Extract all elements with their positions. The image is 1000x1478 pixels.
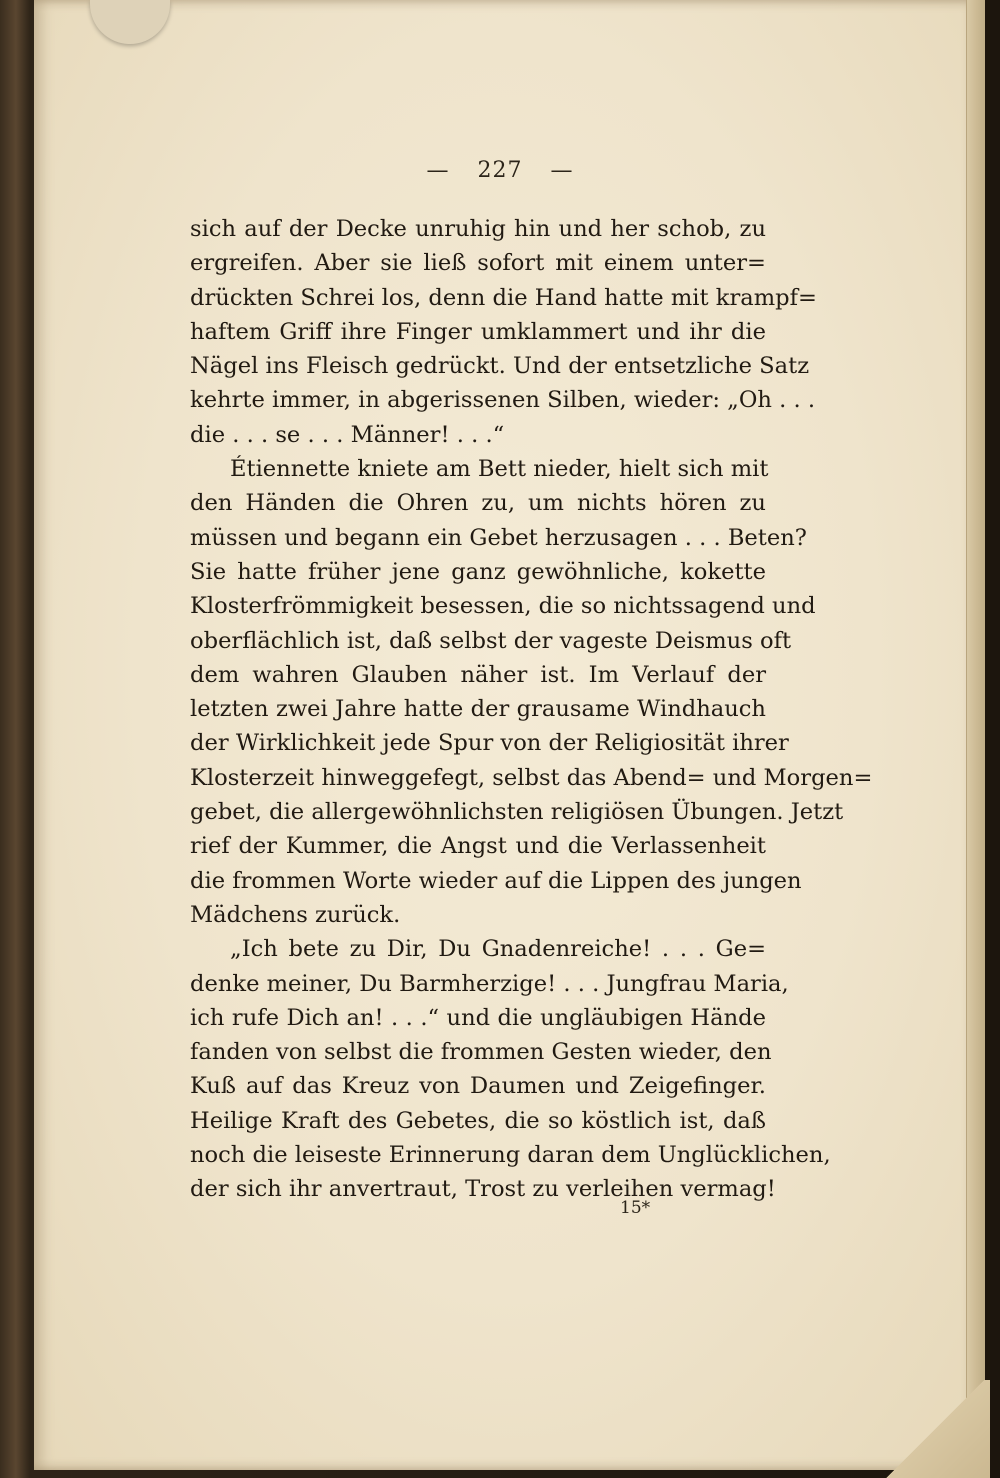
page-header: [0, 158, 1000, 183]
text-line: der Wirklichkeit jede Spur von der Religiosität ihrer: [190, 730, 789, 757]
text-line: rief der Kummer, die Angst und die Verlassenheit: [190, 833, 766, 860]
body-text: [190, 212, 873, 1207]
header-dash-right: —: [550, 158, 574, 183]
text-line: sich auf der Decke unruhig hin und her schob, zu: [190, 216, 766, 242]
text-line: die . . . se . . . Männer! . . .“: [190, 421, 505, 448]
text-line: Klosterfrömmigkeit besessen, die so nichtssagend und: [190, 593, 816, 620]
text-line: der sich ihr anvertraut, Trost zu verleihen vermag!: [190, 1176, 776, 1203]
text-line: Sie hatte früher jene ganz gewöhnliche, kokette: [190, 558, 766, 585]
text-line: oberflächlich ist, daß selbst der vageste Deismus oft: [190, 627, 792, 654]
text-line: ergreifen. Aber sie ließ sofort mit einem unter=: [190, 250, 766, 277]
text-line: gebet, die allergewöhnlichsten religiösen Übungen. Jetzt: [190, 799, 844, 826]
text-line: Klosterzeit hinweggefegt, selbst das Abend= und Morgen=: [190, 764, 873, 791]
text-line: Nägel ins Fleisch gedrückt. Und der entsetzliche Satz: [190, 353, 810, 380]
text-line: Kuß auf das Kreuz von Daumen und Zeigefinger.: [190, 1073, 766, 1100]
text-line: Mädchens zurück.: [190, 901, 401, 928]
text-line: Étiennette kniete am Bett nieder, hielt sich mit: [230, 456, 769, 483]
text-line: „Ich bete zu Dir, Du Gnadenreiche! . . . Ge=: [230, 936, 766, 963]
text-line: letzten zwei Jahre hatte der grausame Windhauch: [190, 696, 766, 723]
text-line: den Händen die Ohren zu, um nichts hören zu: [190, 490, 766, 517]
header-dash-left: —: [426, 158, 450, 183]
page-corner: [880, 1380, 990, 1478]
text-line: fanden von selbst die frommen Gesten wieder, den: [190, 1039, 772, 1066]
page-edge: [966, 0, 985, 1470]
text-line: denke meiner, Du Barmherzige! . . . Jungfrau Maria,: [190, 970, 789, 997]
text-line: drückten Schrei los, denn die Hand hatte mit krampf=: [190, 284, 817, 311]
text-line: haftem Griff ihre Finger umklammert und ihr die: [190, 318, 766, 345]
text-line: dem wahren Glauben näher ist. Im Verlauf der: [190, 661, 766, 688]
text-line: müssen und begann ein Gebet herzusagen . . . Beten?: [190, 524, 807, 551]
signature-mark: 15*: [620, 1198, 651, 1218]
text-line: ich rufe Dich an! . . .“ und die ungläubigen Hände: [190, 1004, 766, 1031]
page-number: 227: [477, 158, 523, 183]
text-line: kehrte immer, in abgerissenen Silben, wieder: „Oh . . .: [190, 387, 816, 414]
text-line: die frommen Worte wieder auf die Lippen des jungen: [190, 867, 802, 894]
text-line: noch die leiseste Erinnerung daran dem Unglücklichen,: [190, 1142, 831, 1169]
text-line: Heilige Kraft des Gebetes, die so köstlich ist, daß: [190, 1107, 766, 1134]
